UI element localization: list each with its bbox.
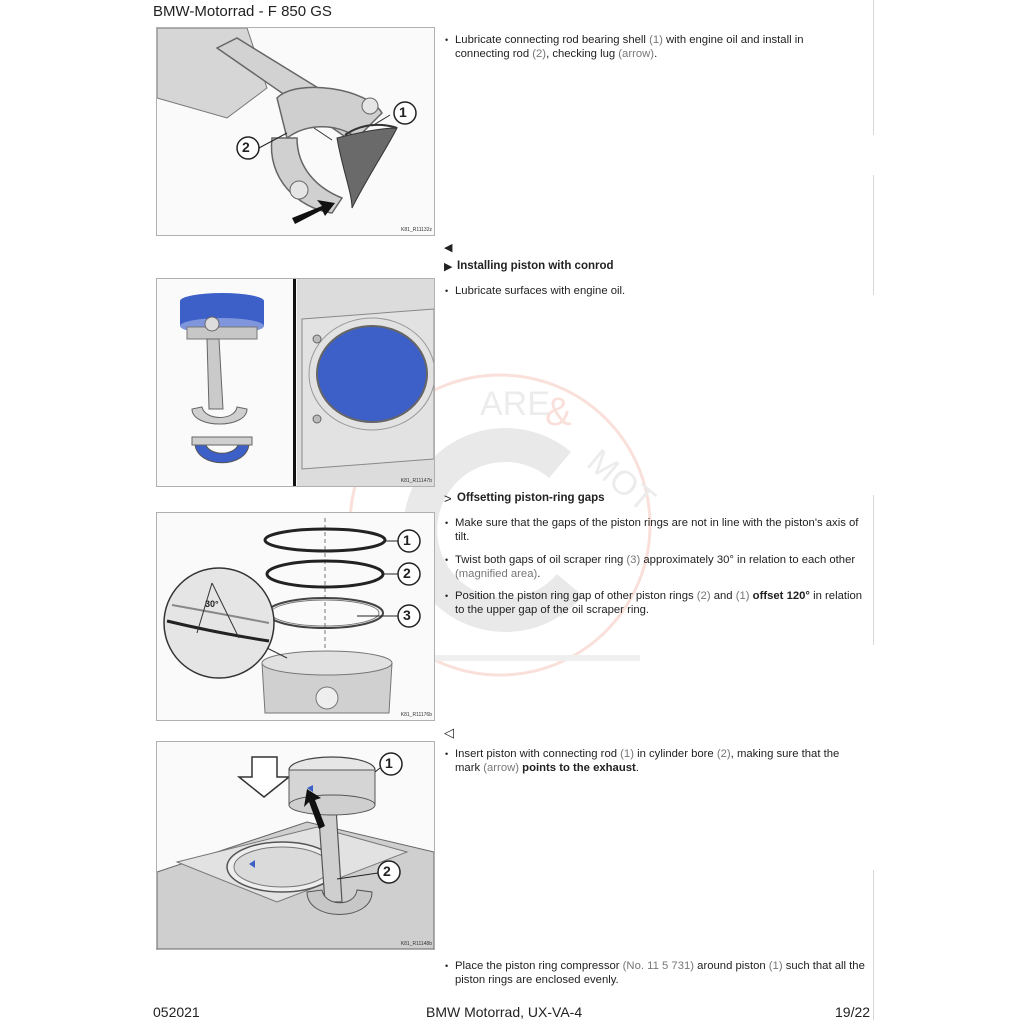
- figure-label: K81_R11147b: [400, 478, 432, 484]
- instruction-step: • Place the piston ring compressor (No. 11 5 731) around piston (1) such that all the piston rings are enclosed evenly.: [445, 960, 865, 986]
- section-end-marker: ◀: [444, 242, 453, 254]
- bullet: •: [445, 286, 449, 296]
- section-start-marker: ▶: [444, 261, 453, 273]
- figure-label: K81_R11148b: [400, 941, 432, 947]
- svg-text:&: &: [545, 390, 572, 434]
- section-end-marker: ◁: [444, 725, 454, 740]
- instruction-step: [445, 285, 860, 299]
- callout-3: 3: [403, 607, 411, 623]
- document-title: BMW-Motorrad - F 850 GS: [153, 3, 332, 20]
- bullet: •: [445, 518, 449, 528]
- instruction-step: • Twist both gaps of oil scraper ring (3) approximately 30° in relation to each other (magnified area).: [445, 554, 856, 580]
- bullet: •: [445, 961, 449, 971]
- section-heading-install-piston: Installing piston with conrod: [457, 260, 614, 272]
- instruction-step: • Position the piston ring gap of other piston rings (2) and (1) offset 120° in relation to the upper gap of the oil scraper ring.: [445, 590, 863, 616]
- bullet: •: [445, 35, 449, 45]
- figure-label: K81_R11132z: [401, 227, 432, 233]
- callout-2: 2: [242, 139, 250, 155]
- margin-line: [873, 0, 874, 135]
- callout-1: 1: [403, 532, 411, 548]
- figure-piston-cylinder: [156, 278, 435, 487]
- margin-line: [873, 870, 874, 1020]
- bullet: •: [445, 555, 449, 565]
- callout-2: 2: [403, 565, 411, 581]
- instruction-step: [445, 517, 865, 544]
- callout-1: 1: [385, 755, 393, 771]
- svg-text:ARE: ARE: [480, 385, 550, 423]
- callout-2: 2: [383, 863, 391, 879]
- footer-date-code: 052021: [153, 1004, 200, 1020]
- footer-document-id: BMW Motorrad, UX-VA-4: [426, 1004, 583, 1020]
- callout-1: 1: [399, 104, 407, 120]
- instruction-step: • Insert piston with connecting rod (1) in cylinder bore (2), making sure that the mark (arrow) points to the exhaust.: [445, 748, 840, 774]
- footer-page-number: 19/22: [835, 1004, 871, 1020]
- instruction-step: • Lubricate connecting rod bearing shell (1) with engine oil and install in connecting rod (2), checking lug (arrow).: [445, 34, 804, 60]
- figure-label: K81_R11176b: [400, 712, 432, 718]
- section-heading-offset-rings: Offsetting piston-ring gaps: [457, 492, 605, 504]
- step-text: Lubricate surfaces with engine oil.: [455, 285, 626, 297]
- bullet: •: [445, 749, 449, 759]
- step-text: Make sure that the gaps of the piston rings are not in line with the piston's axis of tilt.: [455, 517, 859, 543]
- figure-conrod-bearing: [156, 27, 435, 236]
- angle-label: 30°: [205, 599, 219, 609]
- svg-text:MOT: MOT: [579, 442, 663, 520]
- margin-line: [873, 175, 874, 295]
- figure-piston-insertion: [156, 741, 435, 950]
- margin-line: [873, 495, 874, 645]
- bullet: •: [445, 591, 449, 601]
- section-start-marker: >: [444, 491, 452, 506]
- figure-piston-rings: [156, 512, 435, 721]
